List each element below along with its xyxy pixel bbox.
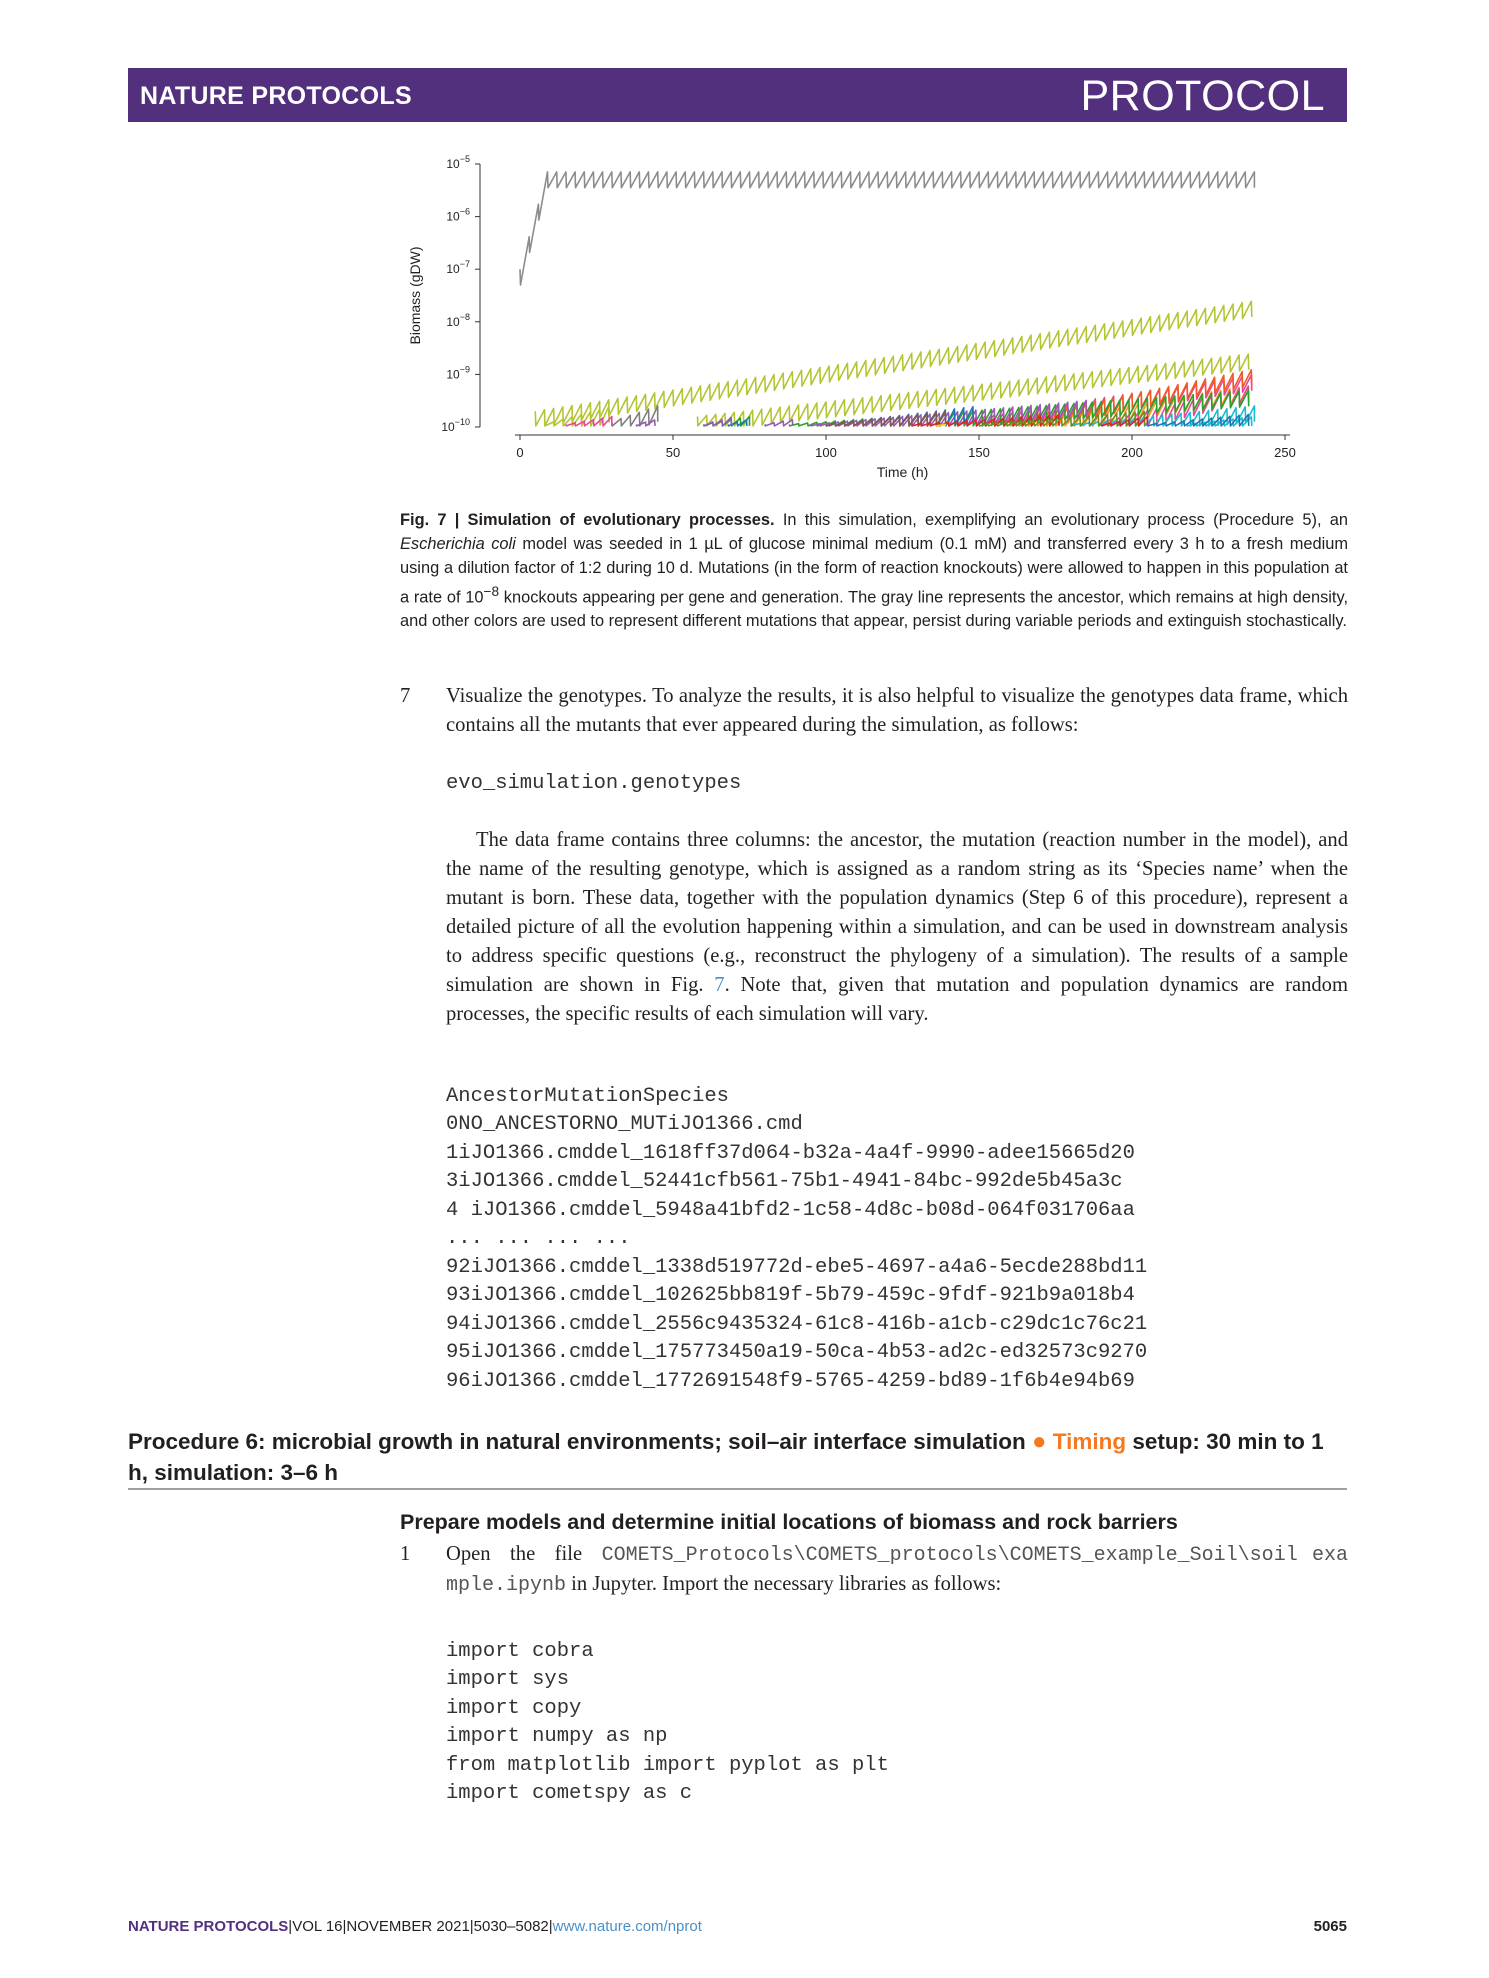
footer-details: |VOL 16|NOVEMBER 2021|5030–5082| (288, 1918, 553, 1935)
caption-exponent: −8 (483, 584, 500, 599)
step-7 (400, 682, 1348, 740)
timing-dot-icon: ● (1031, 1428, 1047, 1455)
code-line: import copy (446, 1696, 582, 1720)
figure-caption (400, 508, 1348, 633)
caption-text-2: model was seeded in 1 µL of glucose minimal medium (0.1 mM) and transferred every 3 h to a fresh medium using a dilution factor of 1:2 during 10 d. Mutations (in the form of reaction knockouts) were allowed to happen in this population at a rate of 10 (400, 535, 1349, 607)
y-tick-exponent: −10 (454, 417, 470, 427)
y-tick-exponent: −8 (459, 311, 470, 322)
footer-journal: NATURE PROTOCOLS (128, 1918, 289, 1935)
article-type: PROTOCOL (1080, 72, 1325, 120)
output-line: 96iJO1366.cmddel_1772691548f9-5765-4259-bd89-1f6b4e94b69 (446, 1369, 1135, 1393)
caption-text-3: knockouts appearing per gene and generation. The gray line represents the ancestor, which remains at high density, and other colors are used to represent different mutations that appear, persist during variable periods and extinguish stochastically. (400, 588, 1348, 631)
step-text (446, 1540, 1348, 1600)
code-line: import cometspy as c (446, 1782, 693, 1805)
x-tick-label: 150 (968, 445, 990, 460)
x-tick-label: 200 (1121, 445, 1143, 460)
biomass-chart (400, 152, 1340, 497)
y-tick-exponent: −5 (459, 154, 470, 164)
output-line: ... ... ... ... (446, 1227, 631, 1250)
step-1 (400, 1540, 1348, 1600)
step-number: 1 (400, 1543, 411, 1565)
series-line-ancestor-0 (520, 172, 1254, 285)
section-title: Procedure 6: microbial growth in natural environments; soil–air interface simulation (128, 1429, 1026, 1454)
y-axis-label: Biomass (gDW) (407, 246, 423, 345)
output-line: 1iJO1366.cmddel_1618ff37d064-b32a-4a4f-9990-adee15665d20 (446, 1141, 1135, 1165)
x-tick-label: 0 (516, 445, 524, 460)
y-tick-exponent: −9 (459, 364, 470, 375)
output-line: 92iJO1366.cmddel_1338d519772d-ebe5-4697-a4a6-5ecde288bd11 (446, 1255, 1148, 1279)
para-text-2: . Note that, given that mutation and population dynamics are random processes, the specific results of each simulation will vary. (446, 974, 1349, 1025)
step-text: Visualize the genotypes. To analyze the results, it is also helpful to visualize the genotypes data frame, which contains all the mutants that ever appeared during the simulation, as follows: (446, 685, 1348, 736)
timing-text: setup: 30 min to 1 h, simulation: 3–6 h (128, 1429, 1324, 1485)
code-line: import numpy as np (446, 1725, 668, 1748)
output-line: 94iJO1366.cmddel_2556c9435324-61c8-416b-a1cb-c29dc1c76c21 (446, 1312, 1148, 1336)
caption-text-1: In this simulation, exemplifying an evolutionary process (Procedure 5), an (774, 511, 1348, 529)
subheading: Prepare models and determine initial locations of biomass and rock barriers (400, 1510, 1178, 1534)
output-line: AncestorMutationSpecies (446, 1084, 729, 1108)
output-line: 4 iJO1366.cmddel_5948a41bfd2-1c58-4d8c-b08d-064f031706aa (446, 1198, 1135, 1222)
y-tick-label: $10^{-8}$ (446, 311, 470, 329)
code-line: from matplotlib import pyplot as plt (446, 1753, 889, 1777)
y-tick-label: $10^{-9}$ (446, 364, 470, 382)
x-tick-label: 100 (815, 445, 837, 460)
step-1-text-2: in Jupyter. Import the necessary libraries as follows: (566, 1573, 1002, 1595)
journal-header-bar (128, 68, 1347, 122)
output-line: 95iJO1366.cmddel_175773450a19-50ca-4b53-ad2c-ed32573c9270 (446, 1341, 1148, 1364)
genotypes-output (446, 1054, 1147, 1425)
series-line-mutant-21 (765, 420, 793, 426)
output-line: 3iJO1366.cmddel_52441cfb561-75b1-4941-84bc-992de5b45a3c (446, 1170, 1123, 1193)
section-rule (128, 1488, 1347, 1490)
y-tick-exponent: −6 (459, 206, 470, 217)
section-heading (128, 1426, 1347, 1488)
output-line: 93iJO1366.cmddel_102625bb819f-5b79-459c-9fdf-921b9a018b4 (446, 1284, 1135, 1307)
page-number: 5065 (1313, 1918, 1347, 1935)
import-code-block (446, 1609, 889, 1837)
journal-name: NATURE PROTOCOLS (140, 82, 412, 110)
output-line: 0NO_ANCESTORNO_MUTiJO1366.cmd (446, 1113, 803, 1136)
timing-label: Timing (1052, 1429, 1127, 1454)
footer-url[interactable]: www.nature.com/nprot (552, 1918, 702, 1935)
x-axis-label: Time (h) (876, 464, 929, 480)
code-line: import sys (446, 1668, 570, 1691)
x-tick-label: 50 (665, 445, 681, 460)
y-tick-label: $10^{-5}$ (446, 154, 470, 171)
figure-link[interactable]: 7 (714, 974, 725, 996)
y-tick-exponent: −7 (459, 259, 470, 270)
y-tick-label: $10^{-10}$ (441, 417, 470, 434)
caption-species: Escherichia coli (400, 535, 516, 553)
y-tick-label: $10^{-6}$ (446, 206, 470, 224)
x-tick-label: 250 (1274, 445, 1296, 460)
caption-label: Fig. 7 | Simulation of evolutionary processes. (400, 511, 775, 529)
step-number: 7 (400, 685, 411, 707)
code-line: import cobra (446, 1639, 594, 1663)
code-genotypes: evo_simulation.genotypes (446, 772, 742, 795)
step-1-text-1: Open the file (446, 1543, 602, 1565)
y-tick-label: $10^{-7}$ (446, 259, 470, 277)
step-7-paragraph (446, 826, 1348, 1029)
page-footer (128, 1918, 1347, 1935)
file-path: COMETS_Protocols\COMETS_protocols\COMETS_example_Soil\soil example.ipynb (446, 1544, 1349, 1597)
para-text-1: The data frame contains three columns: the ancestor, the mutation (reaction number in the model), and the name of the resulting genotype, which is assigned as a random string as its ‘Species name’ when the mutant is born. These data, together with the population dynamics (Step 6 of this procedure), represent a detailed picture of all the evolution happening within a simulation, and can be used in downstream analysis to address specific questions (e.g., reconstruct the phylogeny of a simulation). The results of a sample simulation are shown in Fig. (446, 829, 1348, 996)
